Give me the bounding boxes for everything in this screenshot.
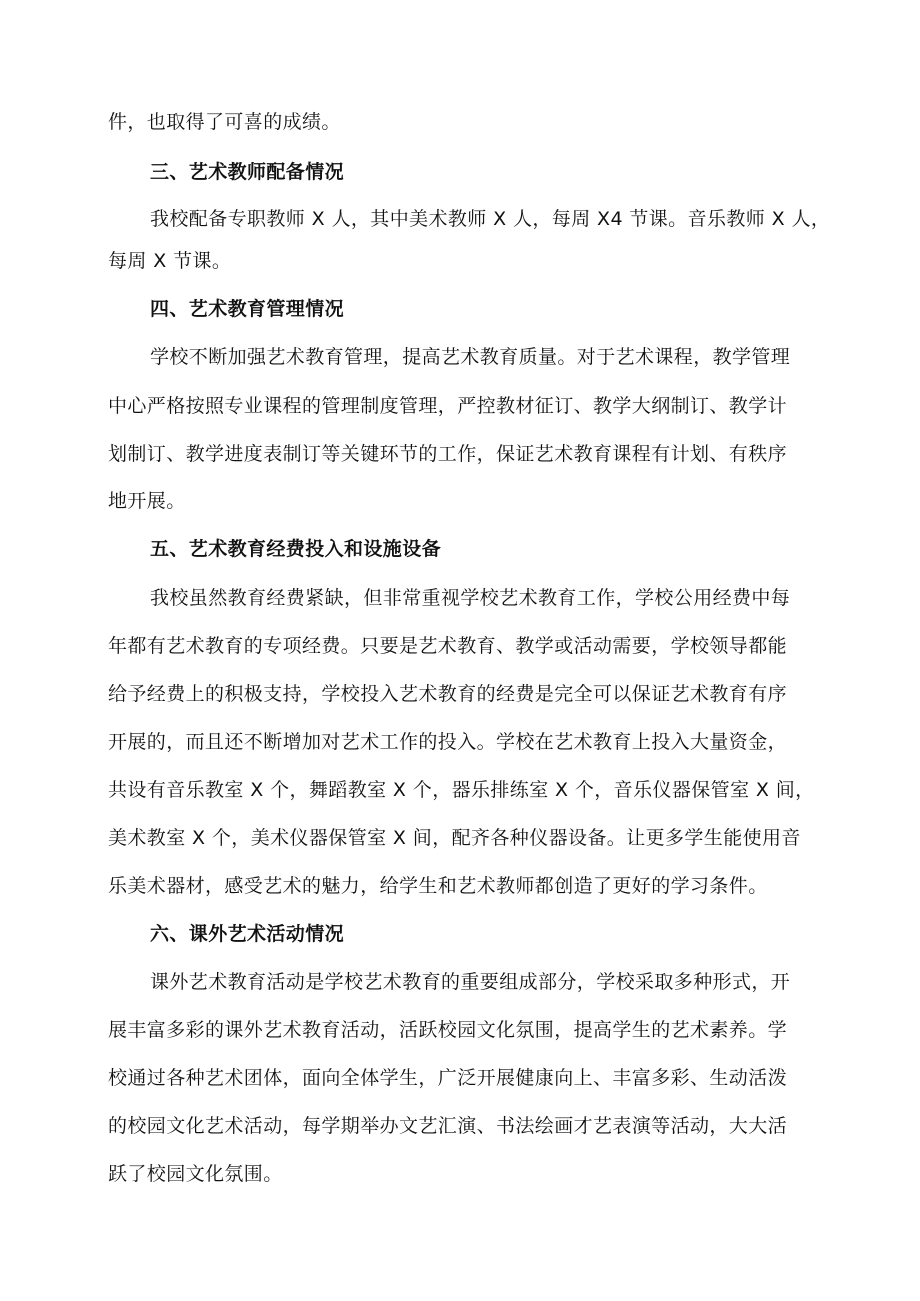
paragraph-line: 学校不断加强艺术教育管理，提高艺术教育质量。对于艺术课程，教学管理 <box>150 346 791 368</box>
paragraph-line: 每周 X 节课。 <box>108 250 232 272</box>
paragraph-line: 课外艺术教育活动是学校艺术教育的重要组成部分，学校采取多种形式，开 <box>150 971 791 993</box>
paragraph-line: 的校园文化艺术活动，每学期举办文艺汇演、书法绘画才艺表演等活动，大大活 <box>108 1115 788 1137</box>
paragraph-line: 件，也取得了可喜的成绩。 <box>108 111 341 133</box>
section-heading-4: 四、艺术教育管理情况 <box>150 298 345 320</box>
paragraph-line: 开展的，而且还不断增加对艺术工作的投入。学校在艺术教育上投入大量资金， <box>108 731 788 753</box>
paragraph-line: 中心严格按照专业课程的管理制度管理，严控教材征订、教学大纲制订、教学计 <box>108 395 788 417</box>
paragraph-line: 给予经费上的积极支持，学校投入艺术教育的经费是完全可以保证艺术教育有序 <box>108 683 788 705</box>
paragraph-line: 我校配备专职教师 X 人，其中美术教师 X 人，每周 X4 节课。音乐教师 X 人， <box>150 208 831 230</box>
paragraph-line: 年都有艺术教育的专项经费。只要是艺术教育、教学或活动需要，学校领导都能 <box>108 635 788 657</box>
paragraph-line: 共设有音乐教室 X 个，舞蹈教室 X 个，器乐排练室 X 个，音乐仪器保管室 X 间， <box>108 779 815 801</box>
section-heading-3: 三、艺术教师配备情况 <box>150 161 345 183</box>
paragraph-line: 美术教室 X 个，美术仪器保管室 X 间，配齐各种仪器设备。让更多学生能使用音 <box>108 827 801 849</box>
paragraph-line: 校通过各种艺术团体，面向全体学生，广泛开展健康向上、丰富多彩、生动活泼 <box>108 1067 788 1089</box>
section-heading-6: 六、课外艺术活动情况 <box>150 923 345 945</box>
section-heading-5: 五、艺术教育经费投入和设施设备 <box>150 538 442 560</box>
paragraph-line: 展丰富多彩的课外艺术教育活动，活跃校园文化氛围，提高学生的艺术素养。学 <box>108 1019 788 1041</box>
paragraph-line: 乐美术器材，感受艺术的魅力，给学生和艺术教师都创造了更好的学习条件。 <box>108 875 768 897</box>
paragraph-line: 划制订、教学进度表制订等关键环节的工作，保证艺术教育课程有计划、有秩序 <box>108 443 788 465</box>
paragraph-line: 地开展。 <box>108 490 186 512</box>
paragraph-line: 我校虽然教育经费紧缺，但非常重视学校艺术教育工作，学校公用经费中每 <box>150 587 791 609</box>
paragraph-line: 跃了校园文化氛围。 <box>108 1163 283 1185</box>
